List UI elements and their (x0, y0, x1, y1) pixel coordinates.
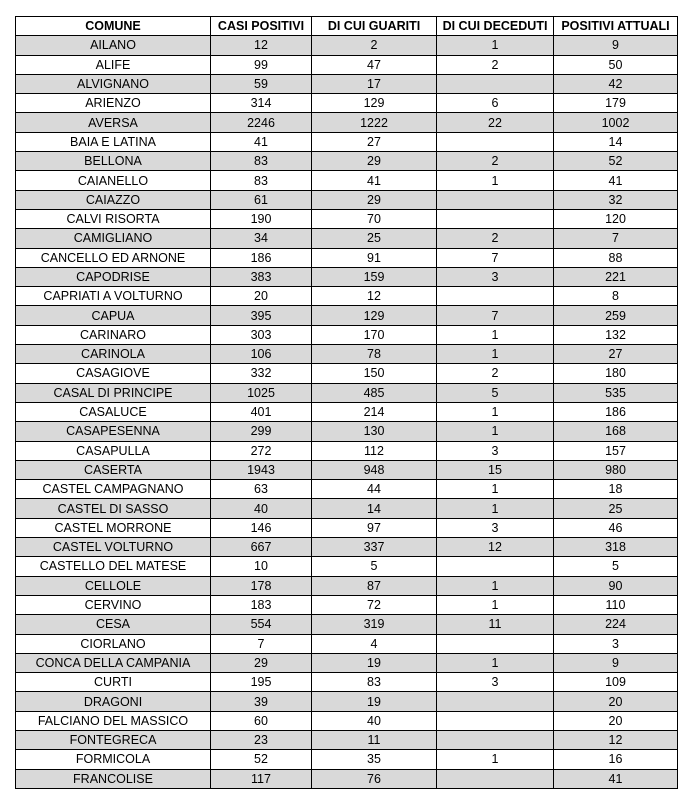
cell-deceduti: 3 (437, 518, 554, 537)
table-row (16, 190, 678, 209)
cell-casi-positivi: 272 (211, 441, 312, 460)
cell-deceduti: 1 (437, 325, 554, 344)
cell-deceduti: 2 (437, 152, 554, 171)
cell-positivi-attuali: 180 (554, 364, 678, 383)
cell-guariti: 17 (312, 74, 437, 93)
cell-deceduti: 1 (437, 171, 554, 190)
cell-comune: CASAPULLA (16, 441, 211, 460)
table-body (16, 36, 678, 789)
cell-casi-positivi: 83 (211, 171, 312, 190)
cell-casi-positivi: 1025 (211, 383, 312, 402)
cell-casi-positivi: 7 (211, 634, 312, 653)
cell-comune: AILANO (16, 36, 211, 55)
cell-deceduti: 6 (437, 94, 554, 113)
cell-comune: CAMIGLIANO (16, 229, 211, 248)
cell-positivi-attuali: 46 (554, 518, 678, 537)
table-row (16, 287, 678, 306)
cell-casi-positivi: 20 (211, 287, 312, 306)
cell-guariti: 337 (312, 538, 437, 557)
cell-casi-positivi: 1943 (211, 460, 312, 479)
cell-deceduti: 2 (437, 55, 554, 74)
cell-positivi-attuali: 168 (554, 422, 678, 441)
table-row (16, 345, 678, 364)
table-row (16, 730, 678, 749)
cell-positivi-attuali: 88 (554, 248, 678, 267)
cell-casi-positivi: 186 (211, 248, 312, 267)
table-row (16, 634, 678, 653)
header-row (16, 17, 678, 36)
cell-positivi-attuali: 41 (554, 171, 678, 190)
cell-positivi-attuali: 8 (554, 287, 678, 306)
cell-comune: CASTEL CAMPAGNANO (16, 480, 211, 499)
cell-comune: CONCA DELLA CAMPANIA (16, 653, 211, 672)
cell-positivi-attuali: 9 (554, 653, 678, 672)
table-row (16, 595, 678, 614)
cell-comune: CARINOLA (16, 345, 211, 364)
cell-positivi-attuali: 90 (554, 576, 678, 595)
cell-deceduti: 11 (437, 615, 554, 634)
table-row (16, 422, 678, 441)
cell-deceduti: 1 (437, 36, 554, 55)
cell-guariti: 4 (312, 634, 437, 653)
cell-deceduti: 7 (437, 306, 554, 325)
table-row (16, 306, 678, 325)
covid-cases-table (15, 16, 678, 789)
cell-guariti: 97 (312, 518, 437, 537)
cell-casi-positivi: 190 (211, 209, 312, 228)
cell-comune: ALIFE (16, 55, 211, 74)
cell-deceduti: 15 (437, 460, 554, 479)
cell-casi-positivi: 99 (211, 55, 312, 74)
cell-positivi-attuali: 42 (554, 74, 678, 93)
cell-casi-positivi: 61 (211, 190, 312, 209)
table-row (16, 229, 678, 248)
cell-guariti: 214 (312, 402, 437, 421)
cell-casi-positivi: 2246 (211, 113, 312, 132)
cell-casi-positivi: 29 (211, 653, 312, 672)
cell-positivi-attuali: 179 (554, 94, 678, 113)
cell-guariti: 19 (312, 692, 437, 711)
cell-guariti: 44 (312, 480, 437, 499)
cell-comune: BAIA E LATINA (16, 132, 211, 151)
cell-guariti: 112 (312, 441, 437, 460)
table-row (16, 248, 678, 267)
cell-positivi-attuali: 224 (554, 615, 678, 634)
cell-deceduti: 1 (437, 345, 554, 364)
cell-casi-positivi: 63 (211, 480, 312, 499)
cell-guariti: 35 (312, 750, 437, 769)
cell-comune: AVERSA (16, 113, 211, 132)
cell-deceduti: 1 (437, 576, 554, 595)
cell-guariti: 29 (312, 190, 437, 209)
header-casi-positivi: CASI POSITIVI (211, 17, 312, 36)
cell-deceduti (437, 209, 554, 228)
table-row (16, 673, 678, 692)
cell-positivi-attuali: 535 (554, 383, 678, 402)
table-row (16, 538, 678, 557)
cell-positivi-attuali: 16 (554, 750, 678, 769)
cell-casi-positivi: 303 (211, 325, 312, 344)
cell-guariti: 83 (312, 673, 437, 692)
cell-deceduti: 3 (437, 673, 554, 692)
cell-casi-positivi: 59 (211, 74, 312, 93)
cell-comune: CAPODRISE (16, 267, 211, 286)
cell-casi-positivi: 667 (211, 538, 312, 557)
table-row (16, 769, 678, 788)
cell-deceduti: 1 (437, 653, 554, 672)
cell-casi-positivi: 83 (211, 152, 312, 171)
table-row (16, 94, 678, 113)
cell-deceduti (437, 634, 554, 653)
cell-comune: CELLOLE (16, 576, 211, 595)
cell-comune: CERVINO (16, 595, 211, 614)
table-row (16, 325, 678, 344)
table-row (16, 615, 678, 634)
cell-casi-positivi: 10 (211, 557, 312, 576)
cell-comune: CARINARO (16, 325, 211, 344)
table-row (16, 132, 678, 151)
cell-positivi-attuali: 1002 (554, 113, 678, 132)
cell-casi-positivi: 332 (211, 364, 312, 383)
cell-casi-positivi: 40 (211, 499, 312, 518)
cell-comune: CASAL DI PRINCIPE (16, 383, 211, 402)
cell-guariti: 78 (312, 345, 437, 364)
cell-guariti: 129 (312, 94, 437, 113)
cell-guariti: 76 (312, 769, 437, 788)
table-row (16, 499, 678, 518)
cell-casi-positivi: 183 (211, 595, 312, 614)
cell-positivi-attuali: 221 (554, 267, 678, 286)
table-row (16, 74, 678, 93)
cell-casi-positivi: 60 (211, 711, 312, 730)
table-row (16, 441, 678, 460)
cell-casi-positivi: 117 (211, 769, 312, 788)
cell-positivi-attuali: 120 (554, 209, 678, 228)
table-row (16, 152, 678, 171)
header-deceduti: DI CUI DECEDUTI (437, 17, 554, 36)
cell-comune: CASERTA (16, 460, 211, 479)
cell-positivi-attuali: 186 (554, 402, 678, 421)
cell-casi-positivi: 299 (211, 422, 312, 441)
cell-casi-positivi: 383 (211, 267, 312, 286)
cell-positivi-attuali: 20 (554, 692, 678, 711)
header-positivi-attuali: POSITIVI ATTUALI (554, 17, 678, 36)
cell-guariti: 130 (312, 422, 437, 441)
cell-positivi-attuali: 5 (554, 557, 678, 576)
cell-guariti: 19 (312, 653, 437, 672)
cell-comune: CAIAZZO (16, 190, 211, 209)
cell-guariti: 29 (312, 152, 437, 171)
cell-deceduti: 1 (437, 595, 554, 614)
cell-guariti: 87 (312, 576, 437, 595)
cell-positivi-attuali: 259 (554, 306, 678, 325)
table-row (16, 267, 678, 286)
cell-guariti: 5 (312, 557, 437, 576)
cell-deceduti (437, 74, 554, 93)
cell-positivi-attuali: 110 (554, 595, 678, 614)
header-guariti: DI CUI GUARITI (312, 17, 437, 36)
table-row (16, 364, 678, 383)
cell-casi-positivi: 39 (211, 692, 312, 711)
table-row (16, 518, 678, 537)
cell-positivi-attuali: 132 (554, 325, 678, 344)
cell-guariti: 12 (312, 287, 437, 306)
cell-casi-positivi: 395 (211, 306, 312, 325)
cell-casi-positivi: 12 (211, 36, 312, 55)
cell-comune: CAPRIATI A VOLTURNO (16, 287, 211, 306)
cell-casi-positivi: 106 (211, 345, 312, 364)
cell-comune: CALVI RISORTA (16, 209, 211, 228)
cell-guariti: 41 (312, 171, 437, 190)
cell-comune: CAPUA (16, 306, 211, 325)
cell-guariti: 150 (312, 364, 437, 383)
cell-deceduti (437, 692, 554, 711)
cell-positivi-attuali: 20 (554, 711, 678, 730)
cell-guariti: 72 (312, 595, 437, 614)
cell-positivi-attuali: 50 (554, 55, 678, 74)
cell-casi-positivi: 178 (211, 576, 312, 595)
table-row (16, 692, 678, 711)
cell-positivi-attuali: 14 (554, 132, 678, 151)
cell-positivi-attuali: 318 (554, 538, 678, 557)
cell-deceduti: 3 (437, 267, 554, 286)
cell-comune: CASTEL DI SASSO (16, 499, 211, 518)
cell-deceduti: 7 (437, 248, 554, 267)
cell-guariti: 948 (312, 460, 437, 479)
cell-guariti: 170 (312, 325, 437, 344)
cell-positivi-attuali: 3 (554, 634, 678, 653)
cell-casi-positivi: 146 (211, 518, 312, 537)
cell-casi-positivi: 34 (211, 229, 312, 248)
cell-comune: CESA (16, 615, 211, 634)
cell-positivi-attuali: 980 (554, 460, 678, 479)
cell-guariti: 129 (312, 306, 437, 325)
cell-casi-positivi: 401 (211, 402, 312, 421)
cell-casi-positivi: 195 (211, 673, 312, 692)
cell-casi-positivi: 23 (211, 730, 312, 749)
cell-comune: CAIANELLO (16, 171, 211, 190)
table-row (16, 36, 678, 55)
cell-guariti: 1222 (312, 113, 437, 132)
table-row (16, 402, 678, 421)
table-row (16, 460, 678, 479)
cell-positivi-attuali: 12 (554, 730, 678, 749)
cell-deceduti (437, 711, 554, 730)
cell-comune: CANCELLO ED ARNONE (16, 248, 211, 267)
cell-casi-positivi: 314 (211, 94, 312, 113)
cell-deceduti (437, 557, 554, 576)
table-row (16, 576, 678, 595)
header-comune: COMUNE (16, 17, 211, 36)
cell-guariti: 319 (312, 615, 437, 634)
cell-positivi-attuali: 109 (554, 673, 678, 692)
cell-guariti: 485 (312, 383, 437, 402)
cell-positivi-attuali: 41 (554, 769, 678, 788)
cell-casi-positivi: 554 (211, 615, 312, 634)
table-row (16, 383, 678, 402)
cell-guariti: 11 (312, 730, 437, 749)
cell-deceduti: 12 (437, 538, 554, 557)
cell-casi-positivi: 41 (211, 132, 312, 151)
cell-positivi-attuali: 52 (554, 152, 678, 171)
cell-comune: ARIENZO (16, 94, 211, 113)
cell-positivi-attuali: 9 (554, 36, 678, 55)
cell-deceduti (437, 190, 554, 209)
table-row (16, 557, 678, 576)
cell-comune: FONTEGRECA (16, 730, 211, 749)
cell-comune: CASTEL VOLTURNO (16, 538, 211, 557)
cell-comune: CASALUCE (16, 402, 211, 421)
cell-comune: CASAPESENNA (16, 422, 211, 441)
table-row (16, 480, 678, 499)
cell-deceduti: 1 (437, 480, 554, 499)
cell-positivi-attuali: 157 (554, 441, 678, 460)
cell-positivi-attuali: 32 (554, 190, 678, 209)
table-row (16, 55, 678, 74)
table-row (16, 711, 678, 730)
cell-comune: CURTI (16, 673, 211, 692)
cell-comune: FRANCOLISE (16, 769, 211, 788)
cell-guariti: 27 (312, 132, 437, 151)
cell-comune: FALCIANO DEL MASSICO (16, 711, 211, 730)
cell-comune: FORMICOLA (16, 750, 211, 769)
cell-guariti: 91 (312, 248, 437, 267)
cell-deceduti (437, 769, 554, 788)
cell-guariti: 2 (312, 36, 437, 55)
cell-guariti: 25 (312, 229, 437, 248)
cell-comune: CASTELLO DEL MATESE (16, 557, 211, 576)
table-row (16, 171, 678, 190)
cell-guariti: 40 (312, 711, 437, 730)
cell-deceduti: 1 (437, 402, 554, 421)
cell-deceduti: 3 (437, 441, 554, 460)
cell-deceduti: 1 (437, 499, 554, 518)
cell-deceduti (437, 132, 554, 151)
table-row (16, 653, 678, 672)
cell-deceduti: 5 (437, 383, 554, 402)
cell-deceduti: 1 (437, 422, 554, 441)
table-row (16, 209, 678, 228)
cell-comune: ALVIGNANO (16, 74, 211, 93)
cell-casi-positivi: 52 (211, 750, 312, 769)
cell-positivi-attuali: 18 (554, 480, 678, 499)
cell-deceduti (437, 730, 554, 749)
cell-guariti: 14 (312, 499, 437, 518)
cell-comune: DRAGONI (16, 692, 211, 711)
cell-positivi-attuali: 25 (554, 499, 678, 518)
table-row (16, 750, 678, 769)
cell-comune: CIORLANO (16, 634, 211, 653)
cell-positivi-attuali: 7 (554, 229, 678, 248)
cell-deceduti (437, 287, 554, 306)
cell-comune: CASAGIOVE (16, 364, 211, 383)
cell-deceduti: 22 (437, 113, 554, 132)
cell-guariti: 159 (312, 267, 437, 286)
cell-deceduti: 2 (437, 229, 554, 248)
cell-guariti: 70 (312, 209, 437, 228)
cell-guariti: 47 (312, 55, 437, 74)
cell-deceduti: 2 (437, 364, 554, 383)
table-row (16, 113, 678, 132)
cell-deceduti: 1 (437, 750, 554, 769)
cell-comune: BELLONA (16, 152, 211, 171)
cell-positivi-attuali: 27 (554, 345, 678, 364)
cell-comune: CASTEL MORRONE (16, 518, 211, 537)
